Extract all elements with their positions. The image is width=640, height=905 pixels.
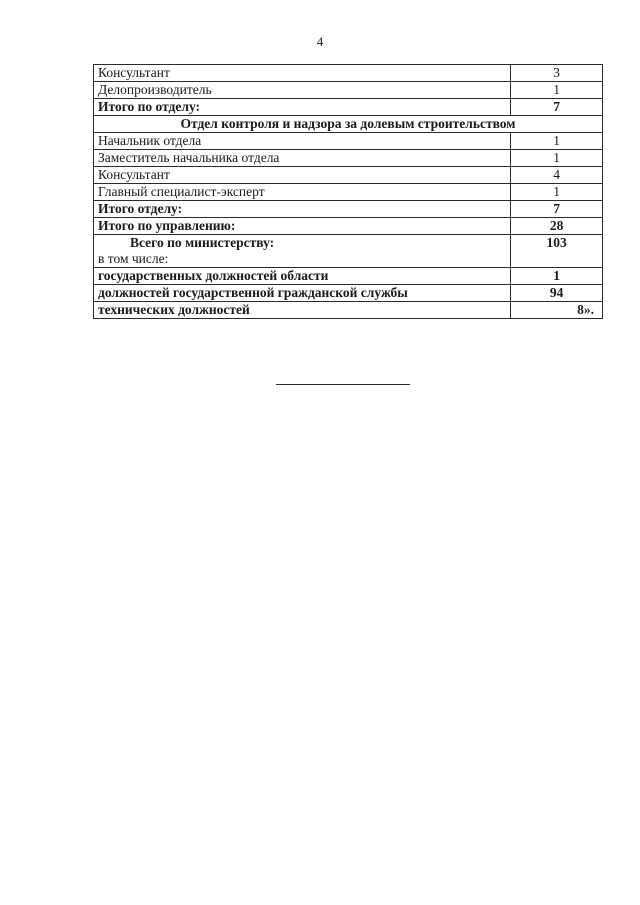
table-row bbox=[94, 82, 603, 99]
grand-total-count: 103 bbox=[511, 235, 603, 268]
breakdown-row bbox=[94, 302, 603, 319]
position-count: 1 bbox=[511, 150, 603, 167]
position-name: Главный специалист-эксперт bbox=[94, 184, 511, 201]
subtotal-row bbox=[94, 99, 603, 116]
position-name: Делопроизводитель bbox=[94, 82, 511, 99]
total-count: 28 bbox=[511, 218, 603, 235]
breakdown-row bbox=[94, 268, 603, 285]
grand-total-label: Всего по министерству: bbox=[130, 235, 275, 250]
staffing-table bbox=[93, 64, 603, 319]
table-row bbox=[94, 133, 603, 150]
grand-total-cell bbox=[94, 235, 511, 268]
subtotal-label: Итого отделу: bbox=[94, 201, 511, 218]
table-row bbox=[94, 184, 603, 201]
subtotal-count: 7 bbox=[511, 201, 603, 218]
department-heading: Отдел контроля и надзора за долевым строительством bbox=[94, 116, 603, 133]
position-count: 1 bbox=[511, 184, 603, 201]
subtotal-row bbox=[94, 201, 603, 218]
table-row bbox=[94, 65, 603, 82]
including-label: в том числе: bbox=[98, 251, 169, 266]
position-name: Начальник отдела bbox=[94, 133, 511, 150]
subtotal-count: 7 bbox=[511, 99, 603, 116]
breakdown-count: 8». bbox=[511, 302, 603, 319]
breakdown-label: государственных должностей области bbox=[94, 268, 511, 285]
grand-total-row bbox=[94, 235, 603, 268]
breakdown-label: технических должностей bbox=[94, 302, 511, 319]
department-heading-row bbox=[94, 116, 603, 133]
position-count: 3 bbox=[511, 65, 603, 82]
total-label: Итого по управлению: bbox=[94, 218, 511, 235]
position-name: Консультант bbox=[94, 167, 511, 184]
page-number: 4 bbox=[316, 34, 324, 49]
breakdown-count: 94 bbox=[511, 285, 603, 302]
table-row bbox=[94, 167, 603, 184]
total-row bbox=[94, 218, 603, 235]
subtotal-label: Итого по отделу: bbox=[94, 99, 511, 116]
position-count: 1 bbox=[511, 133, 603, 150]
table-row bbox=[94, 150, 603, 167]
breakdown-count: 1 bbox=[511, 268, 603, 285]
breakdown-label: должностей государственной гражданской службы bbox=[94, 285, 511, 302]
position-name: Консультант bbox=[94, 65, 511, 82]
position-count: 1 bbox=[511, 82, 603, 99]
end-divider-line bbox=[276, 384, 410, 385]
position-count: 4 bbox=[511, 167, 603, 184]
breakdown-row bbox=[94, 285, 603, 302]
position-name: Заместитель начальника отдела bbox=[94, 150, 511, 167]
